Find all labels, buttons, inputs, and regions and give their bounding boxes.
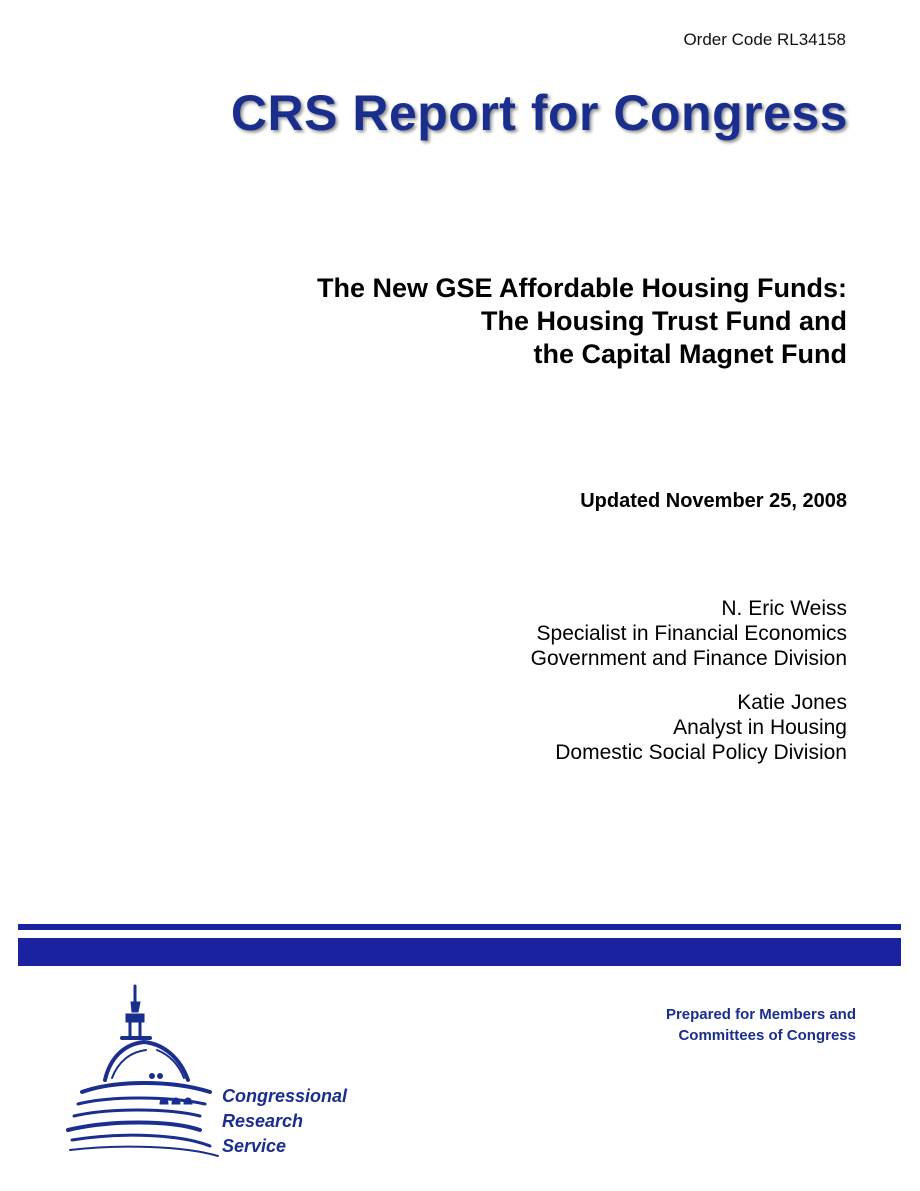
report-title-line-3: the Capital Magnet Fund: [533, 339, 847, 369]
prepared-for: [666, 1004, 856, 1046]
order-code: Order Code RL34158: [683, 30, 846, 49]
logo-line-2: Research: [222, 1111, 304, 1131]
report-title-line-1: The New GSE Affordable Housing Funds:: [316, 273, 847, 303]
author-division: Domestic Social Policy Division: [555, 741, 847, 764]
report-title-line-2: The Housing Trust Fund and: [481, 306, 847, 336]
author-name: N. Eric Weiss: [721, 597, 847, 620]
updated-date: Updated November 25, 2008: [580, 490, 847, 512]
author-division: Government and Finance Division: [530, 647, 847, 670]
report-title: [317, 272, 847, 371]
author-position: Analyst in Housing: [673, 716, 847, 739]
prepared-line-1: Prepared for Members and: [665, 1006, 856, 1023]
logo-line-3: Service: [222, 1136, 287, 1156]
capitol-dome-icon: [60, 980, 230, 1160]
author-block: [531, 596, 847, 671]
author-position: Specialist in Financial Economics: [536, 622, 847, 645]
logo-line-1: Congressional: [222, 1086, 348, 1106]
prepared-line-2: Committees of Congress: [678, 1027, 856, 1044]
series-title: CRS Report for Congress: [230, 85, 848, 141]
divider-thin: [18, 924, 901, 930]
author-block: [555, 690, 847, 765]
author-name: Katie Jones: [737, 691, 847, 714]
divider-band: [18, 938, 901, 966]
crs-logo-text: [222, 1084, 347, 1159]
